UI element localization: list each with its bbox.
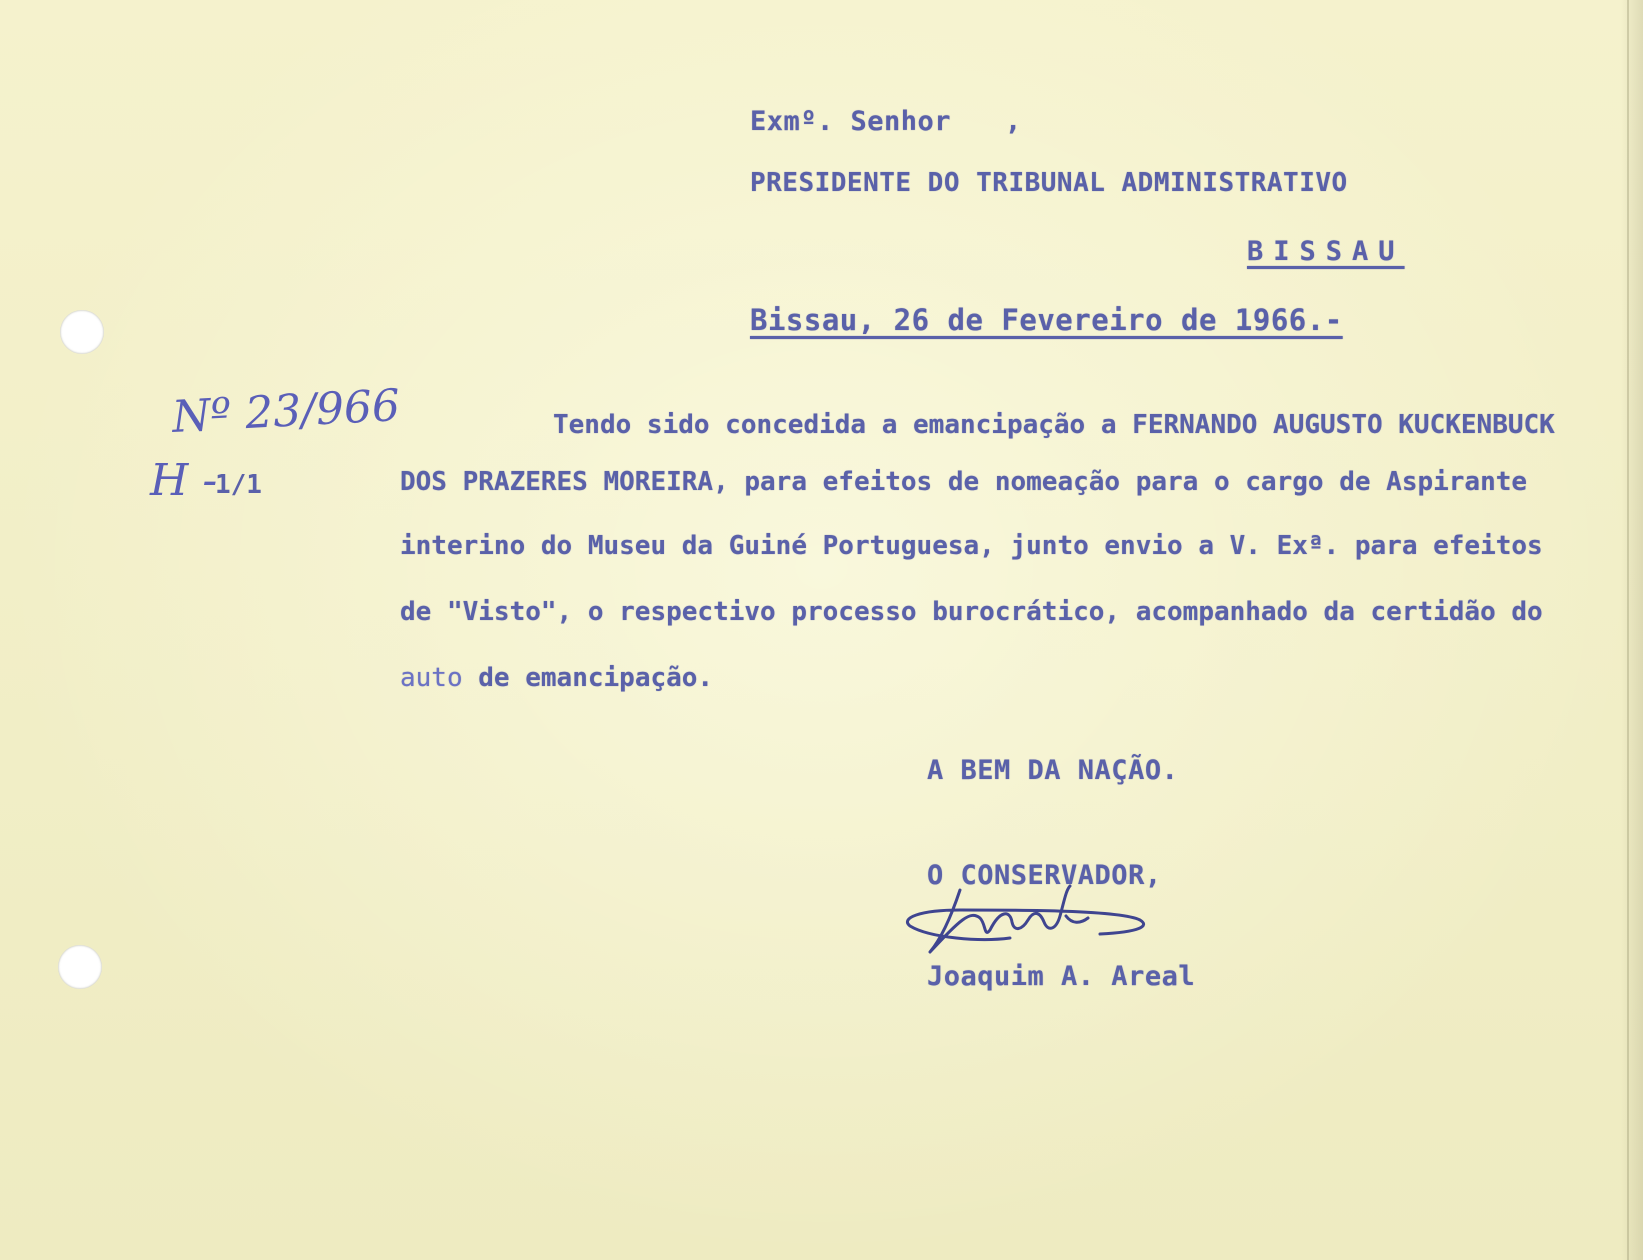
closing: A BEM DA NAÇÃO. [927,755,1179,786]
salutation-mark: , [1005,106,1022,137]
handwritten-mark: H - [150,455,218,506]
addressee: PRESIDENTE DO TRIBUNAL ADMINISTRATIVO [750,168,1348,198]
signer-title: O CONSERVADOR, [927,860,1162,891]
page-edge-line [1627,0,1629,1260]
body-line-5-prefix: auto [400,663,463,693]
punch-hole-top [60,310,104,354]
body-line-2: DOS PRAZERES MOREIRA, para efeitos de nomeação para o cargo de Aspirante [400,467,1528,497]
body-line-5 [400,663,713,693]
date-line: Bissau, 26 de Fevereiro de 1966.- [750,303,1343,337]
handwritten-reference: Nº 23/966 [170,380,402,443]
salutation: Exmº. Senhor [750,106,952,137]
body-line-5-text: de emancipação. [478,663,714,693]
signer-name: Joaquim A. Areal [927,961,1196,992]
punch-hole-bottom [58,945,102,989]
body-line-1: Tendo sido concedida a emancipação a FERNANDO AUGUSTO KUCKENBUCK [553,410,1555,440]
body-line-3: interino do Museu da Guiné Portuguesa, junto envio a V. Exª. para efeitos [400,531,1543,561]
body-line-4: de "Visto", o respectivo processo burocrático, acompanhado da certidão do [400,597,1543,627]
page-edge-shadow [1621,0,1643,1260]
reference-number: 1/1 [215,470,262,500]
address-city: BISSAU [1247,236,1405,267]
